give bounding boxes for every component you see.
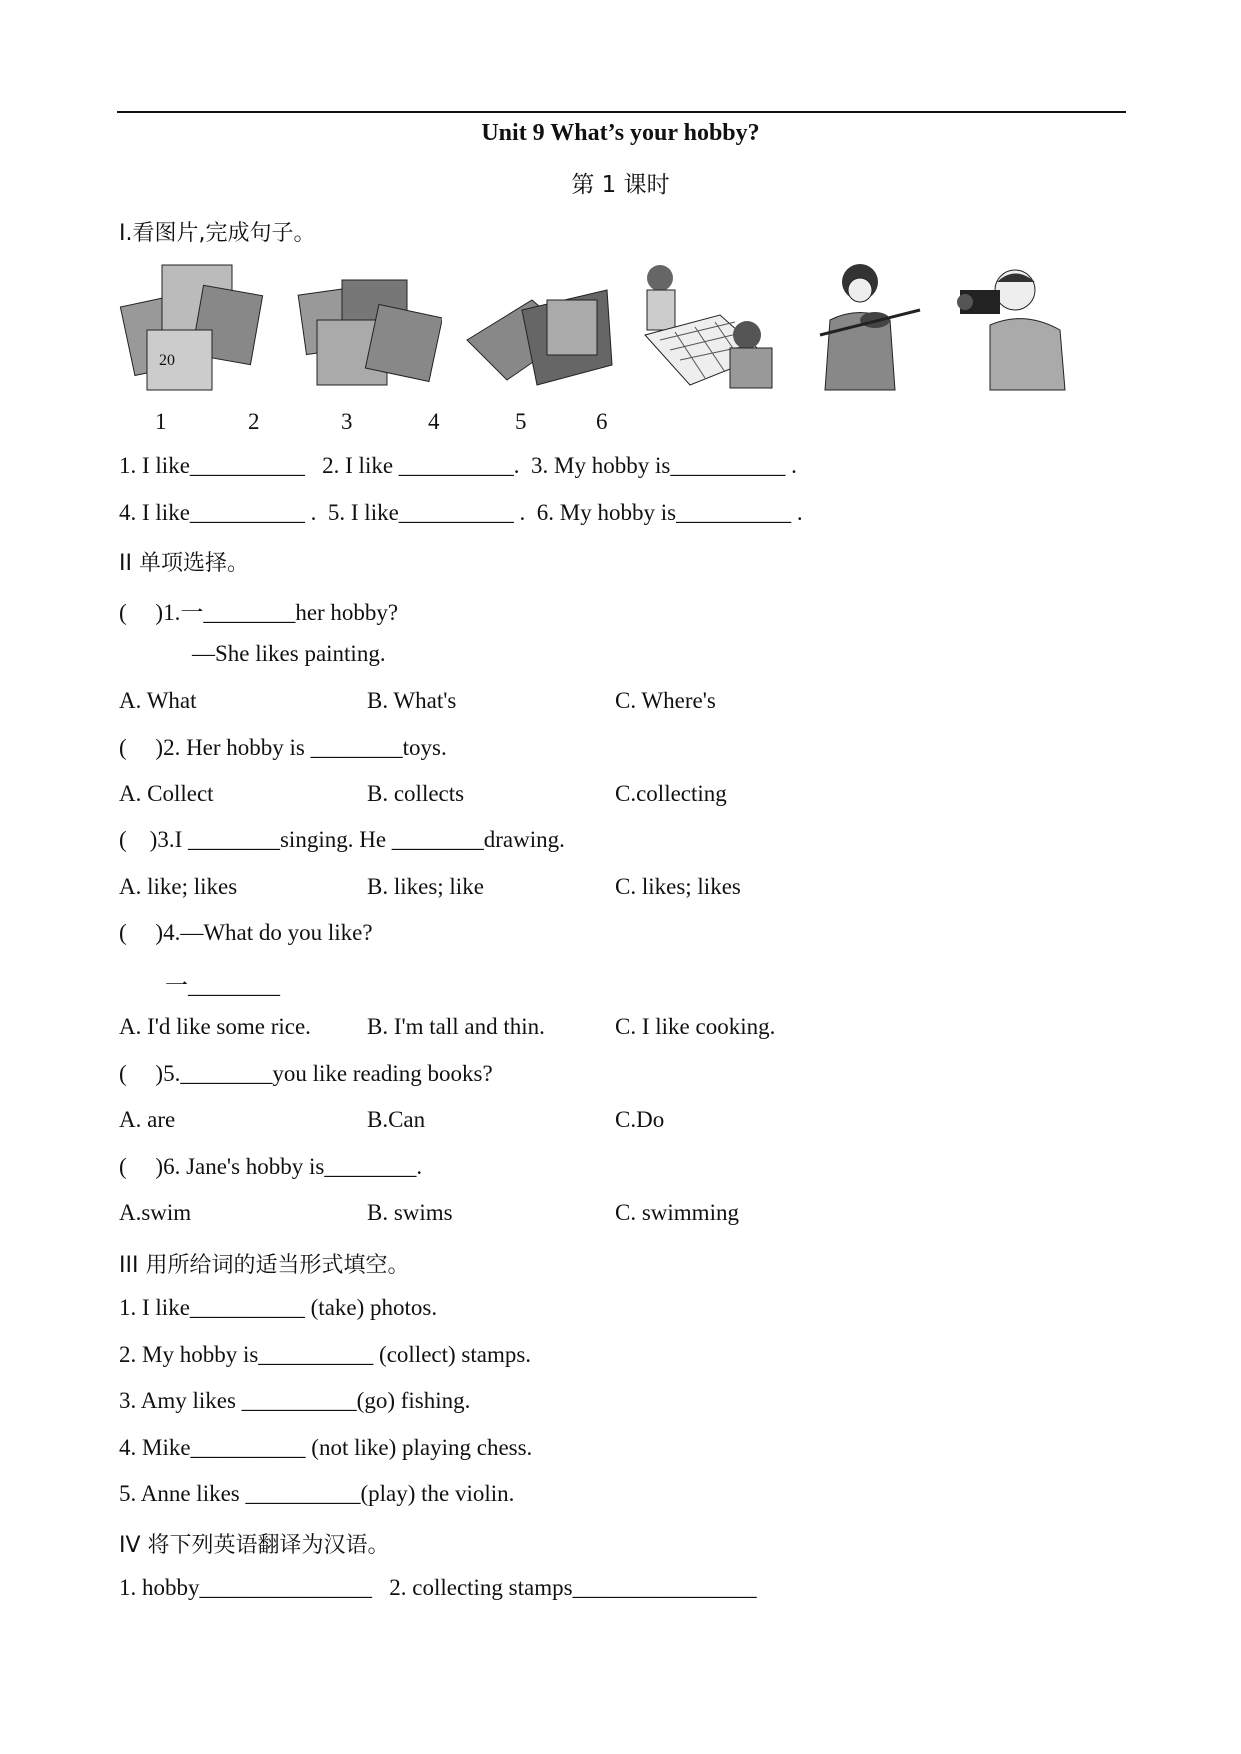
question-2: ( )2. Her hobby is ________toys. <box>119 735 447 760</box>
q2-option-b: B. collects <box>367 781 465 806</box>
picture-number-2: 2 <box>248 409 260 434</box>
question-6: ( )6. Jane's hobby is________. <box>119 1154 423 1179</box>
q6-option-a: A.swim <box>119 1200 192 1225</box>
q4-option-b: B. I'm tall and thin. <box>367 1014 545 1039</box>
camera-picture <box>945 260 1070 395</box>
svg-text:20: 20 <box>159 352 175 369</box>
question-4: ( )4.—What do you like? <box>119 920 373 945</box>
question-3: ( )3.I ________singing. He ________drawing. <box>119 827 565 852</box>
q3-option-c: C. likes; likes <box>615 874 741 899</box>
question-5: ( )5.________you like reading books? <box>119 1061 493 1086</box>
q2-option-a: A. Collect <box>119 781 214 806</box>
section1-row1: 1. I like__________ 2. I like __________. 3. My hobby is__________ . <box>119 453 797 478</box>
section3-item-2: 2. My hobby is__________ (collect) stamps. <box>119 1342 532 1367</box>
section4-heading: IV 将下列英语翻译为汉语。 <box>119 1533 390 1558</box>
question-4-answer-line: 一________ <box>165 973 280 998</box>
section2-heading: II 单项选择。 <box>119 551 249 576</box>
q5-option-b: B.Can <box>367 1107 426 1132</box>
photos-picture <box>297 260 442 395</box>
q6-option-b: B. swims <box>367 1200 453 1225</box>
question-1: ( )1.一________her hobby? <box>119 600 399 625</box>
picture-number-6: 6 <box>596 409 608 434</box>
chess-picture <box>635 260 780 395</box>
q5-option-a: A. are <box>119 1107 176 1132</box>
page-title: Unit 9 What’s your hobby? <box>481 120 760 146</box>
question-1-answer-line: —She likes painting. <box>192 641 386 666</box>
q5-option-c: C.Do <box>615 1107 665 1132</box>
section3-item-3: 3. Amy likes __________(go) fishing. <box>119 1388 471 1413</box>
section1-row2: 4. I like__________ . 5. I like__________ . 6. My hobby is__________ . <box>119 500 803 525</box>
q1-option-b: B. What's <box>367 688 457 713</box>
section3-item-5: 5. Anne likes __________(play) the violin. <box>119 1481 515 1506</box>
picture-number-5: 5 <box>515 409 527 434</box>
q1-option-a: A. What <box>119 688 197 713</box>
q2-option-c: C.collecting <box>615 781 727 806</box>
q3-option-a: A. like; likes <box>119 874 238 899</box>
q4-option-a: A. I'd like some rice. <box>119 1014 311 1039</box>
stamps-picture <box>117 260 267 395</box>
picture-number-1: 1 <box>155 409 167 434</box>
header-rule <box>117 111 1126 113</box>
q1-option-c: C. Where's <box>615 688 716 713</box>
violin-picture <box>800 260 925 395</box>
q3-option-b: B. likes; like <box>367 874 484 899</box>
section3-item-1: 1. I like__________ (take) photos. <box>119 1295 438 1320</box>
section3-item-4: 4. Mike__________ (not like) playing chess. <box>119 1435 533 1460</box>
q6-option-c: C. swimming <box>615 1200 739 1225</box>
q4-option-c: C. I like cooking. <box>615 1014 776 1039</box>
section4-row1: 1. hobby_______________ 2. collecting stamps________________ <box>119 1575 757 1600</box>
picture-number-3: 3 <box>341 409 353 434</box>
books-picture <box>462 260 617 395</box>
section1-heading: I.看图片,完成句子。 <box>119 221 316 246</box>
picture-number-4: 4 <box>428 409 440 434</box>
section3-heading: III 用所给词的适当形式填空。 <box>119 1253 410 1278</box>
lesson-label: 第 1 课时 <box>571 172 670 198</box>
